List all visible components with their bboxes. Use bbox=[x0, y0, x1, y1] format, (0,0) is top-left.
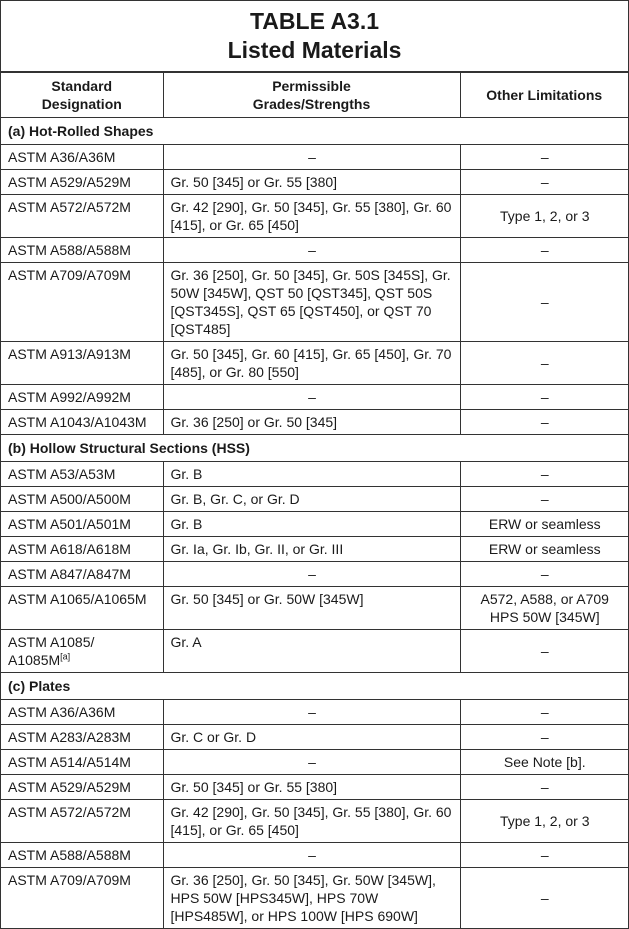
section-label: (c) Plates bbox=[1, 673, 628, 700]
designation-cell bbox=[1, 512, 163, 537]
grades-cell: – bbox=[163, 843, 460, 868]
footnote-marker: [a] bbox=[60, 651, 71, 662]
limitations-cell: – bbox=[460, 145, 628, 170]
table-row bbox=[1, 537, 628, 562]
table-row bbox=[1, 587, 628, 630]
table-row bbox=[1, 868, 628, 929]
table-row bbox=[1, 385, 628, 410]
limitations-cell: Type 1, 2, or 3 bbox=[460, 800, 628, 843]
designation-cell bbox=[1, 537, 163, 562]
table-row bbox=[1, 775, 628, 800]
grades-cell: Gr. Ia, Gr. Ib, Gr. II, or Gr. III bbox=[163, 537, 460, 562]
designation-cell bbox=[1, 630, 163, 673]
limitations-cell: – bbox=[460, 775, 628, 800]
designation-text: ASTM A500/A500M bbox=[8, 491, 131, 507]
limitations-cell: Type 1, 2, or 3 bbox=[460, 195, 628, 238]
section-label: (b) Hollow Structural Sections (HSS) bbox=[1, 435, 628, 462]
designation-cell bbox=[1, 700, 163, 725]
designation-cell bbox=[1, 725, 163, 750]
designation-cell bbox=[1, 263, 163, 342]
designation-text: ASTM A709/A709M bbox=[8, 872, 131, 888]
grades-cell: – bbox=[163, 562, 460, 587]
designation-cell bbox=[1, 238, 163, 263]
header-designation: Standard Designation bbox=[1, 73, 163, 118]
limitations-cell: – bbox=[460, 725, 628, 750]
designation-text: ASTM A283/A283M bbox=[8, 729, 131, 745]
table-row bbox=[1, 800, 628, 843]
table-row bbox=[1, 342, 628, 385]
designation-cell bbox=[1, 410, 163, 435]
designation-cell bbox=[1, 462, 163, 487]
designation-cell bbox=[1, 342, 163, 385]
grades-cell: Gr. A bbox=[163, 630, 460, 673]
table-row bbox=[1, 700, 628, 725]
section-label: (a) Hot-Rolled Shapes bbox=[1, 118, 628, 145]
grades-cell: Gr. 50 [345] or Gr. 55 [380] bbox=[163, 170, 460, 195]
designation-cell bbox=[1, 843, 163, 868]
grades-cell: Gr. 36 [250], Gr. 50 [345], Gr. 50W [345W], HPS 50W [HPS345W], HPS 70W [HPS485W], or HPS 100W [HPS 690W] bbox=[163, 868, 460, 929]
limitations-cell: – bbox=[460, 385, 628, 410]
table-number: TABLE A3.1 bbox=[249, 8, 380, 34]
designation-text: ASTM A1043/A1043M bbox=[8, 414, 147, 430]
designation-cell bbox=[1, 868, 163, 929]
table-body bbox=[1, 118, 628, 929]
header-limitations: Other Limitations bbox=[460, 73, 628, 118]
limitations-cell: A572, A588, or A709 HPS 50W [345W] bbox=[460, 587, 628, 630]
grades-cell: Gr. 42 [290], Gr. 50 [345], Gr. 55 [380], Gr. 60 [415], or Gr. 65 [450] bbox=[163, 195, 460, 238]
section-header-row bbox=[1, 435, 628, 462]
limitations-cell: – bbox=[460, 342, 628, 385]
limitations-cell: ERW or seamless bbox=[460, 512, 628, 537]
grades-cell: – bbox=[163, 700, 460, 725]
grades-cell: Gr. 50 [345], Gr. 60 [415], Gr. 65 [450], Gr. 70 [485], or Gr. 80 [550] bbox=[163, 342, 460, 385]
grades-cell: Gr. 50 [345] or Gr. 55 [380] bbox=[163, 775, 460, 800]
table-row bbox=[1, 750, 628, 775]
designation-cell bbox=[1, 145, 163, 170]
designation-text: ASTM A572/A572M bbox=[8, 804, 131, 820]
limitations-cell: – bbox=[460, 700, 628, 725]
limitations-cell: – bbox=[460, 487, 628, 512]
grades-cell: Gr. C or Gr. D bbox=[163, 725, 460, 750]
table-row bbox=[1, 170, 628, 195]
grades-cell: – bbox=[163, 145, 460, 170]
designation-text: ASTM A36/A36M bbox=[8, 704, 116, 720]
limitations-cell: – bbox=[460, 562, 628, 587]
limitations-cell: – bbox=[460, 410, 628, 435]
grades-cell: – bbox=[163, 750, 460, 775]
limitations-cell: ERW or seamless bbox=[460, 537, 628, 562]
table-title bbox=[1, 1, 628, 72]
table-row bbox=[1, 562, 628, 587]
limitations-cell: – bbox=[460, 170, 628, 195]
designation-cell bbox=[1, 170, 163, 195]
limitations-cell: – bbox=[460, 462, 628, 487]
limitations-cell: – bbox=[460, 868, 628, 929]
grades-cell: Gr. B, Gr. C, or Gr. D bbox=[163, 487, 460, 512]
designation-cell bbox=[1, 587, 163, 630]
grades-cell: Gr. B bbox=[163, 512, 460, 537]
designation-text: ASTM A588/A588M bbox=[8, 847, 131, 863]
table-row bbox=[1, 630, 628, 673]
table-row bbox=[1, 487, 628, 512]
grades-cell: – bbox=[163, 385, 460, 410]
limitations-cell: – bbox=[460, 843, 628, 868]
table-row bbox=[1, 195, 628, 238]
grades-cell: Gr. 42 [290], Gr. 50 [345], Gr. 55 [380], Gr. 60 [415], or Gr. 65 [450] bbox=[163, 800, 460, 843]
limitations-cell: – bbox=[460, 238, 628, 263]
designation-text: ASTM A992/A992M bbox=[8, 389, 131, 405]
designation-text: ASTM A572/A572M bbox=[8, 199, 131, 215]
materials-table bbox=[1, 72, 628, 929]
grades-cell: Gr. 50 [345] or Gr. 50W [345W] bbox=[163, 587, 460, 630]
designation-text: ASTM A53/A53M bbox=[8, 466, 116, 482]
table-row bbox=[1, 145, 628, 170]
designation-text: ASTM A529/A529M bbox=[8, 174, 131, 190]
table-row bbox=[1, 238, 628, 263]
table-row bbox=[1, 843, 628, 868]
table-caption: Listed Materials bbox=[227, 37, 402, 63]
grades-cell: Gr. 36 [250], Gr. 50 [345], Gr. 50S [345S], Gr. 50W [345W], QST 50 [QST345], QST 50S [QST345S], QST 65 [QST450], or QST 70 [QST485] bbox=[163, 263, 460, 342]
designation-cell bbox=[1, 487, 163, 512]
designation-cell bbox=[1, 750, 163, 775]
designation-cell bbox=[1, 385, 163, 410]
section-header-row bbox=[1, 118, 628, 145]
grades-cell: Gr. B bbox=[163, 462, 460, 487]
designation-text: ASTM A514/A514M bbox=[8, 754, 131, 770]
table-row bbox=[1, 725, 628, 750]
designation-cell bbox=[1, 562, 163, 587]
limitations-cell: See Note [b]. bbox=[460, 750, 628, 775]
designation-text: ASTM A847/A847M bbox=[8, 566, 131, 582]
designation-cell bbox=[1, 775, 163, 800]
grades-cell: – bbox=[163, 238, 460, 263]
designation-text: ASTM A1065/A1065M bbox=[8, 591, 147, 607]
table-row bbox=[1, 462, 628, 487]
designation-text: ASTM A1085/ A1085M bbox=[8, 634, 95, 668]
designation-text: ASTM A529/A529M bbox=[8, 779, 131, 795]
header-row bbox=[1, 73, 628, 118]
designation-text: ASTM A913/A913M bbox=[8, 346, 131, 362]
designation-text: ASTM A36/A36M bbox=[8, 149, 116, 165]
table-row bbox=[1, 410, 628, 435]
designation-text: ASTM A618/A618M bbox=[8, 541, 131, 557]
designation-text: ASTM A501/A501M bbox=[8, 516, 131, 532]
table-row bbox=[1, 263, 628, 342]
designation-cell bbox=[1, 195, 163, 238]
designation-text: ASTM A588/A588M bbox=[8, 242, 131, 258]
table-row bbox=[1, 512, 628, 537]
section-header-row bbox=[1, 673, 628, 700]
limitations-cell: – bbox=[460, 263, 628, 342]
limitations-cell: – bbox=[460, 630, 628, 673]
designation-text: ASTM A709/A709M bbox=[8, 267, 131, 283]
header-grades: Permissible Grades/Strengths bbox=[163, 73, 460, 118]
designation-cell bbox=[1, 800, 163, 843]
grades-cell: Gr. 36 [250] or Gr. 50 [345] bbox=[163, 410, 460, 435]
